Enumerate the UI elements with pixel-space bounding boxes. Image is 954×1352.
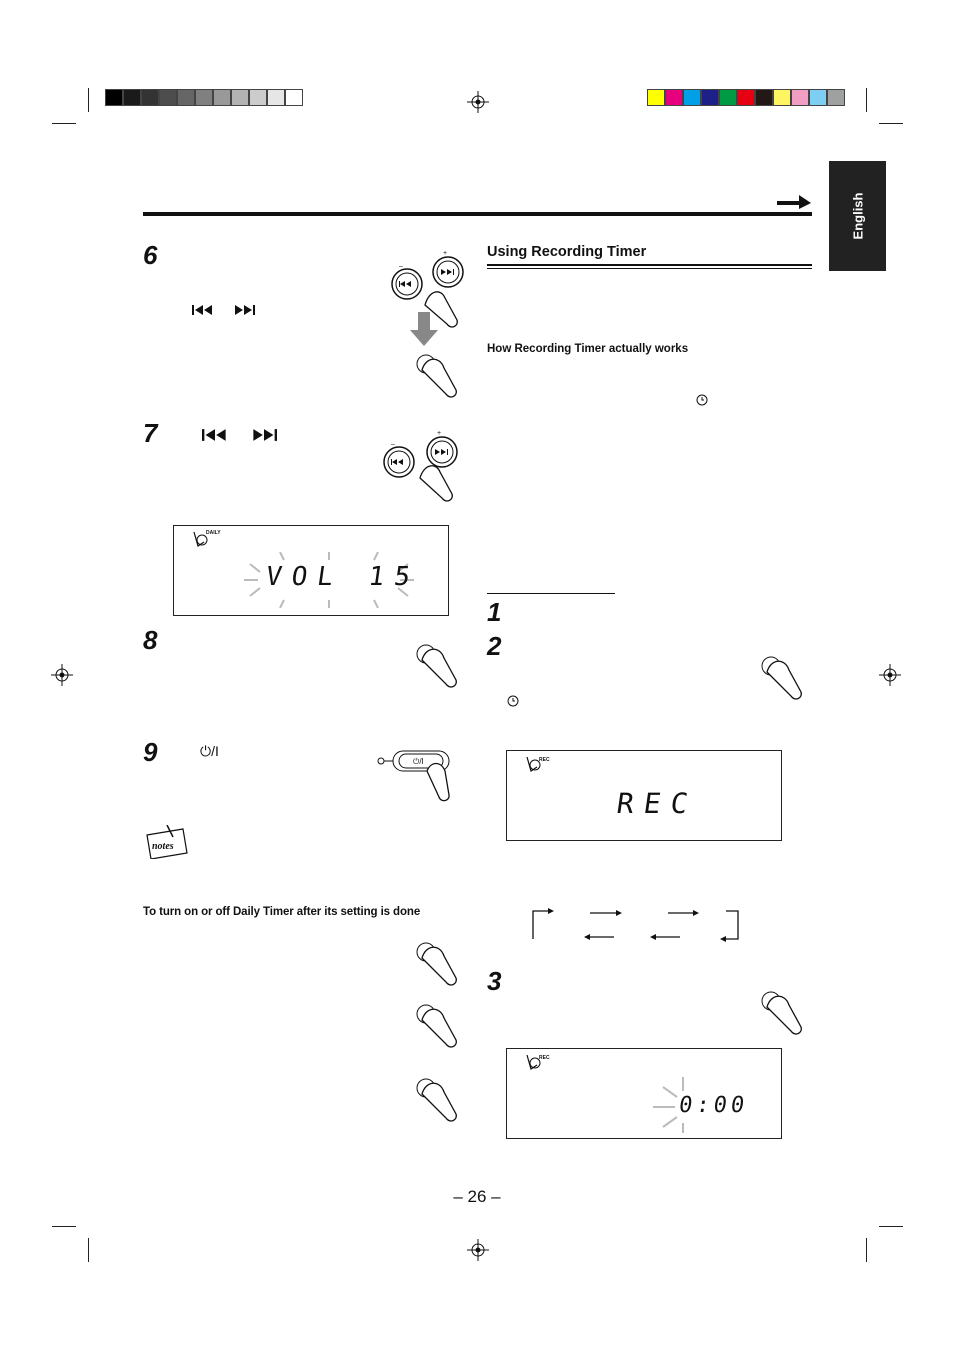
finger-press-illustration [757, 987, 807, 1037]
finger-press-illustration [412, 640, 462, 690]
lcd-rec-readout: REC [614, 787, 700, 820]
step-number: 6 [143, 240, 158, 270]
finger-press-illustration [412, 1000, 462, 1050]
step-number: 9 [143, 737, 158, 767]
color-swatch [665, 89, 683, 106]
color-bar [647, 89, 845, 106]
step-number: 2 [487, 631, 502, 661]
continue-arrow-icon [775, 192, 813, 210]
header-rule [143, 212, 812, 216]
color-swatch [755, 89, 773, 106]
color-swatch [701, 89, 719, 106]
step-number: 7 [143, 418, 158, 448]
display-panel-time [506, 1048, 782, 1139]
crop-mark [866, 88, 867, 112]
crop-mark [879, 123, 903, 124]
timer-icon [696, 394, 708, 406]
step-number: 8 [143, 625, 158, 655]
step-number: 1 [487, 597, 502, 627]
power-button-illustration [375, 745, 455, 805]
daily-timer-heading: To turn on or off Daily Timer after its setting is done [143, 906, 421, 918]
color-swatch [809, 89, 827, 106]
step-number: 3 [487, 966, 502, 996]
registration-target-icon [467, 1239, 489, 1261]
color-swatch [719, 89, 737, 106]
display-panel-volume [173, 525, 449, 616]
notes-label: notes [152, 841, 174, 852]
svg-text:+: + [437, 430, 442, 437]
down-arrow-icon [410, 312, 438, 346]
crop-mark [88, 1238, 89, 1262]
skip-back-icon [192, 305, 214, 315]
language-tab-label: English [850, 192, 865, 240]
color-swatch [737, 89, 755, 106]
lcd-volume-readout: VOL 15 [263, 562, 423, 592]
subsection-rule [487, 593, 615, 594]
finger-press-illustration [757, 652, 807, 702]
crop-mark [879, 1226, 903, 1227]
svg-text:+: + [443, 250, 448, 257]
color-swatch [791, 89, 809, 106]
section-title-rule-thin [487, 268, 812, 269]
notes-icon [145, 825, 190, 859]
color-swatch [683, 89, 701, 106]
crop-mark [52, 1226, 76, 1227]
page-number: – 26 – [453, 1187, 501, 1206]
svg-text:–: – [399, 263, 403, 270]
skip-forward-icon [233, 305, 255, 315]
skip-forward-icon [251, 429, 277, 441]
section-title-rule [487, 264, 812, 266]
skip-back-icon [202, 429, 228, 441]
section-title: Using Recording Timer [487, 244, 647, 260]
rec-tag: REC [539, 757, 550, 763]
svg-text:–: – [391, 441, 395, 448]
section-subhead: How Recording Timer actually works [487, 343, 689, 355]
crop-mark [866, 1238, 867, 1262]
power-symbol: ⏻/I [200, 743, 219, 759]
language-tab [829, 161, 886, 271]
grayscale-bar [105, 89, 303, 106]
registration-target-icon [51, 664, 73, 686]
registration-target-icon [879, 664, 901, 686]
timer-icon [507, 695, 519, 707]
skip-buttons-illustration [382, 428, 462, 508]
color-swatch [773, 89, 791, 106]
svg-text:⏻/I: ⏻/I [413, 757, 424, 766]
color-swatch [827, 89, 845, 106]
crop-mark [52, 123, 76, 124]
color-swatch [647, 89, 665, 106]
finger-press-illustration [412, 938, 462, 988]
finger-press-illustration [412, 350, 462, 400]
lcd-time-readout: 0:00 [677, 1093, 750, 1118]
daily-tag: DAILY [206, 530, 221, 536]
rec-tag: REC [539, 1055, 550, 1061]
display-panel-rec [506, 750, 782, 841]
registration-target-icon [467, 91, 489, 113]
finger-press-illustration [412, 1074, 462, 1124]
mode-cycle-diagram [528, 905, 743, 945]
crop-mark [88, 88, 89, 112]
